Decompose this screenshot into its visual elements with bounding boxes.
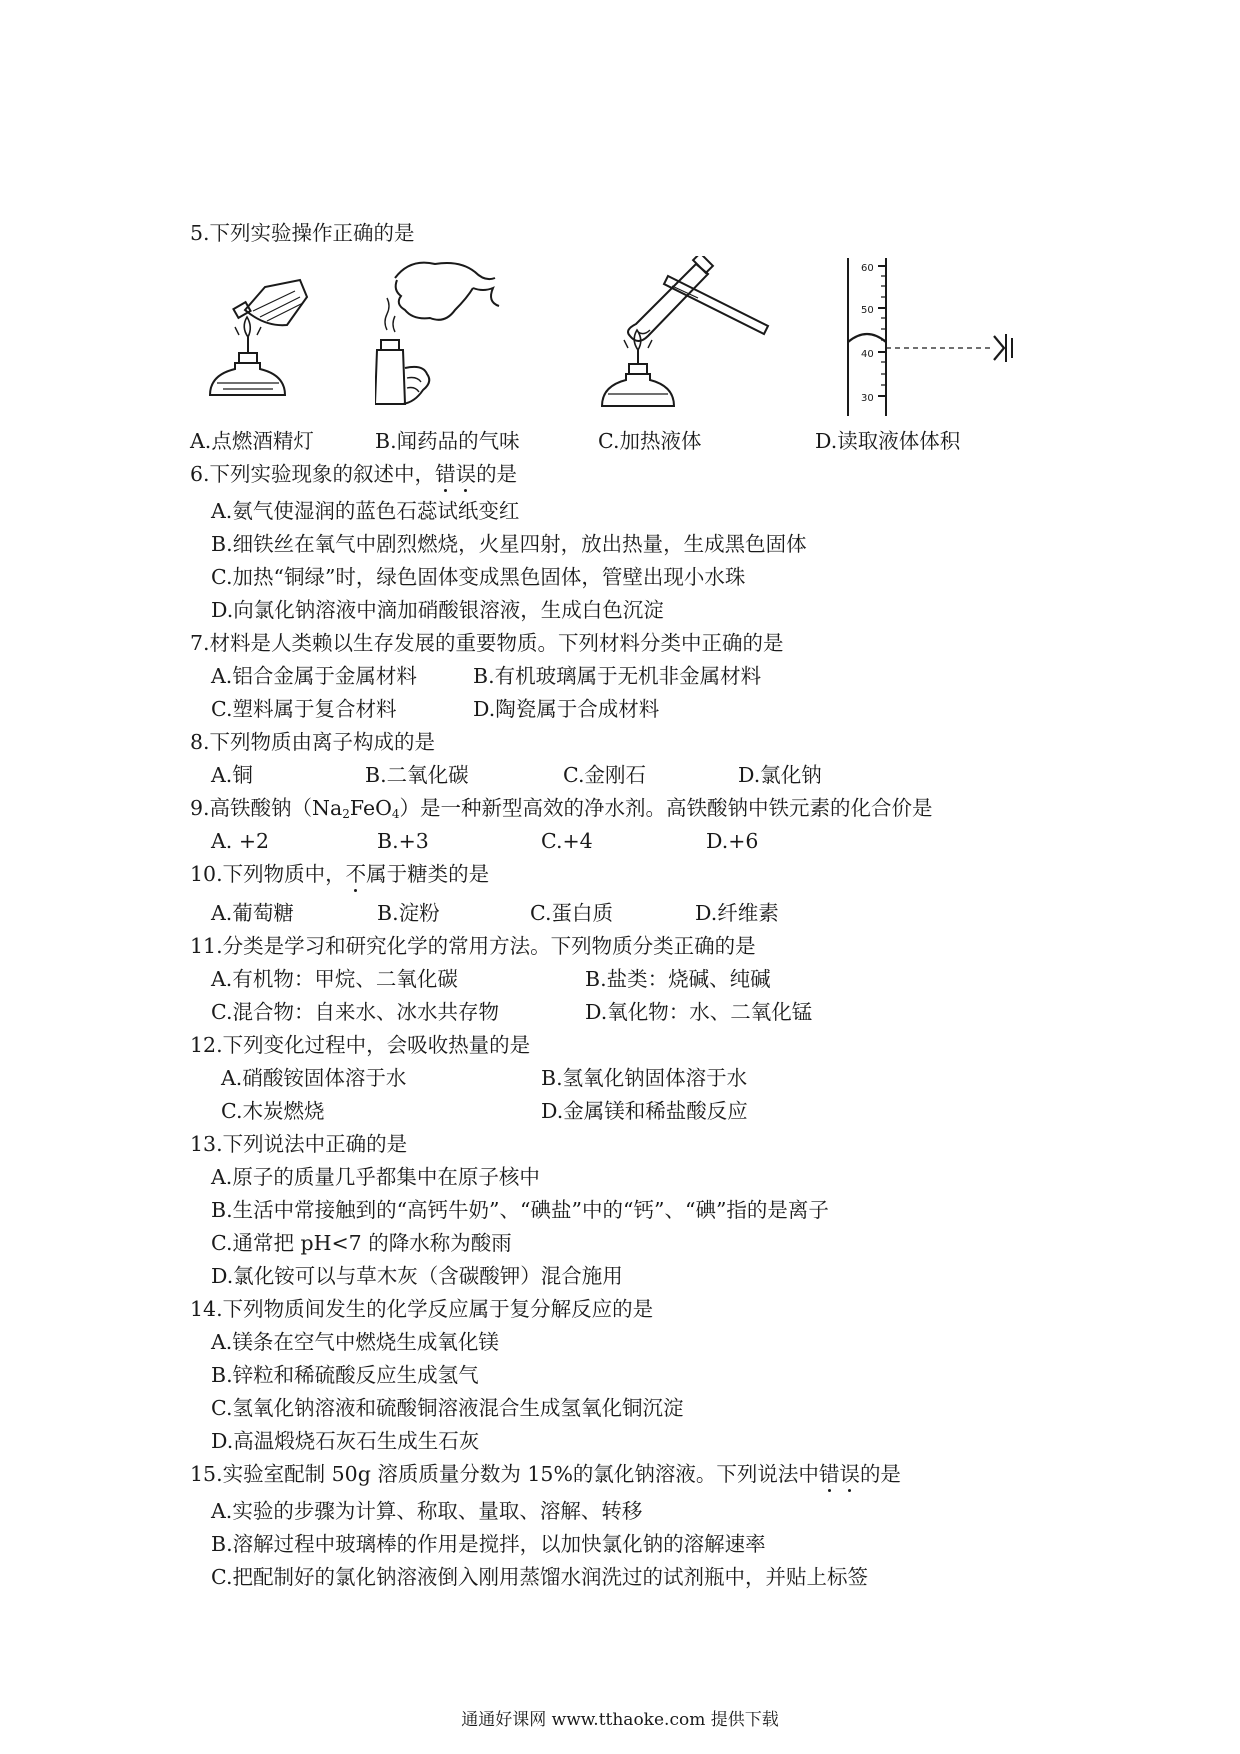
q14-option-a: A.镁条在空气中燃烧生成氧化镁 <box>211 1330 499 1354</box>
figure-b-smelling <box>375 258 505 418</box>
q5-option-b: B.闻药品的气味 <box>375 429 520 453</box>
q13-option-b: B.生活中常接触到的“高钙牛奶”、“碘盐”中的“钙”、“碘”指的是离子 <box>211 1198 829 1222</box>
q14-option-c: C.氢氧化钠溶液和硫酸铜溶液混合生成氢氧化铜沉淀 <box>211 1396 684 1420</box>
q11-option-b: B.盐类：烧碱、纯碱 <box>585 967 771 991</box>
cylinder-tick-60: 60 <box>861 263 874 274</box>
q5-option-a: A.点燃酒精灯 <box>190 429 314 453</box>
q14-option-d: D.高温煅烧石灰石生成生石灰 <box>211 1429 480 1453</box>
figure-d-reading-volume <box>828 256 1028 421</box>
page-footer: 通通好课网 www.tthaoke.com 提供下载 <box>461 1710 779 1730</box>
q11-stem: 11.分类是学习和研究化学的常用方法。下列物质分类正确的是 <box>190 934 756 958</box>
q13-option-d: D.氯化铵可以与草木灰（含碳酸钾）混合施用 <box>211 1264 623 1288</box>
q14-option-b: B.锌粒和稀硫酸反应生成氢气 <box>211 1363 479 1387</box>
q7-option-c: C.塑料属于复合材料 <box>211 697 397 721</box>
q9-option-c: C.+4 <box>541 829 593 853</box>
q6-option-d: D.向氯化钠溶液中滴加硝酸银溶液，生成白色沉淀 <box>211 598 664 622</box>
q12-option-c: C.木炭燃烧 <box>221 1099 325 1123</box>
q15-emphasis-1: 错 <box>818 1462 840 1486</box>
q6-option-c: C.加热“铜绿”时，绿色固体变成黑色固体，管壁出现小水珠 <box>211 565 746 589</box>
q10-option-b: B.淀粉 <box>377 901 440 925</box>
q10-emphasis: 不 <box>345 862 367 886</box>
q8-option-a: A.铜 <box>211 763 253 787</box>
q12-option-a: A.硝酸铵固体溶于水 <box>221 1066 407 1090</box>
q13-option-c: C.通常把 pH<7 的降水称为酸雨 <box>211 1231 512 1255</box>
q7-option-a: A.铝合金属于金属材料 <box>211 664 417 688</box>
q6-option-b: B.细铁丝在氧气中剧烈燃烧，火星四射，放出热量，生成黑色固体 <box>211 532 807 556</box>
q6-stem: 6.下列实验现象的叙述中，错误的是 <box>190 462 518 486</box>
q7-option-b: B.有机玻璃属于无机非金属材料 <box>473 664 762 688</box>
q7-option-d: D.陶瓷属于合成材料 <box>473 697 660 721</box>
q6-option-a: A.氨气使湿润的蓝色石蕊试纸变红 <box>211 499 520 523</box>
q10-option-a: A.葡萄糖 <box>211 901 294 925</box>
figure-c-heating-liquid <box>598 256 778 416</box>
q15-option-b: B.溶解过程中玻璃棒的作用是搅拌，以加快氯化钠的溶解速率 <box>211 1532 766 1556</box>
q8-stem: 8.下列物质由离子构成的是 <box>190 730 436 754</box>
q10-option-c: C.蛋白质 <box>530 901 613 925</box>
q11-option-d: D.氧化物：水、二氧化锰 <box>585 1000 813 1024</box>
cylinder-tick-40: 40 <box>861 349 874 360</box>
q9-option-b: B.+3 <box>377 829 429 853</box>
q11-option-a: A.有机物：甲烷、二氧化碳 <box>211 967 458 991</box>
cylinder-tick-50: 50 <box>861 305 874 316</box>
q13-stem: 13.下列说法中正确的是 <box>190 1132 408 1156</box>
q8-option-c: C.金刚石 <box>563 763 646 787</box>
q15-stem: 15.实验室配制 50g 溶质质量分数为 15%的氯化钠溶液。下列说法中错误的是 <box>190 1462 901 1486</box>
q6-emphasis-2: 误 <box>455 462 477 486</box>
q8-option-d: D.氯化钠 <box>738 763 822 787</box>
q9-stem: 9.高铁酸钠$(Na_2FeO_4)$是一种新型高效的净水剂。高铁酸钠中铁元素的化合价是 <box>190 796 933 821</box>
q12-option-b: B.氢氧化钠固体溶于水 <box>541 1066 748 1090</box>
q10-stem: 10.下列物质中，不属于糖类的是 <box>190 862 490 886</box>
q12-stem: 12.下列变化过程中，会吸收热量的是 <box>190 1033 531 1057</box>
q14-stem: 14.下列物质间发生的化学反应属于复分解反应的是 <box>190 1297 654 1321</box>
q13-option-a: A.原子的质量几乎都集中在原子核中 <box>211 1165 540 1189</box>
figure-a-lighting-lamp <box>205 265 315 415</box>
q9-option-a: A. +2 <box>211 829 270 853</box>
q7-stem: 7.材料是人类赖以生存发展的重要物质。下列材料分类中正确的是 <box>190 631 784 655</box>
q12-option-d: D.金属镁和稀盐酸反应 <box>541 1099 748 1123</box>
q5-stem: 5.下列实验操作正确的是 <box>190 221 415 245</box>
q5-option-d: D.读取液体体积 <box>815 429 961 453</box>
q10-option-d: D.纤维素 <box>695 901 779 925</box>
q6-emphasis-1: 错 <box>435 462 456 486</box>
q9-option-d: D.+6 <box>706 829 759 853</box>
q8-option-b: B.二氧化碳 <box>365 763 469 787</box>
q5-option-c: C.加热液体 <box>598 429 702 453</box>
q15-emphasis-2: 误 <box>839 1462 860 1486</box>
q15-option-a: A.实验的步骤为计算、称取、量取、溶解、转移 <box>211 1499 643 1523</box>
cylinder-tick-30: 30 <box>861 393 874 404</box>
q15-option-c: C.把配制好的氯化钠溶液倒入刚用蒸馏水润洗过的试剂瓶中，并贴上标签 <box>211 1565 868 1589</box>
q11-option-c: C.混合物：自来水、冰水共存物 <box>211 1000 499 1024</box>
